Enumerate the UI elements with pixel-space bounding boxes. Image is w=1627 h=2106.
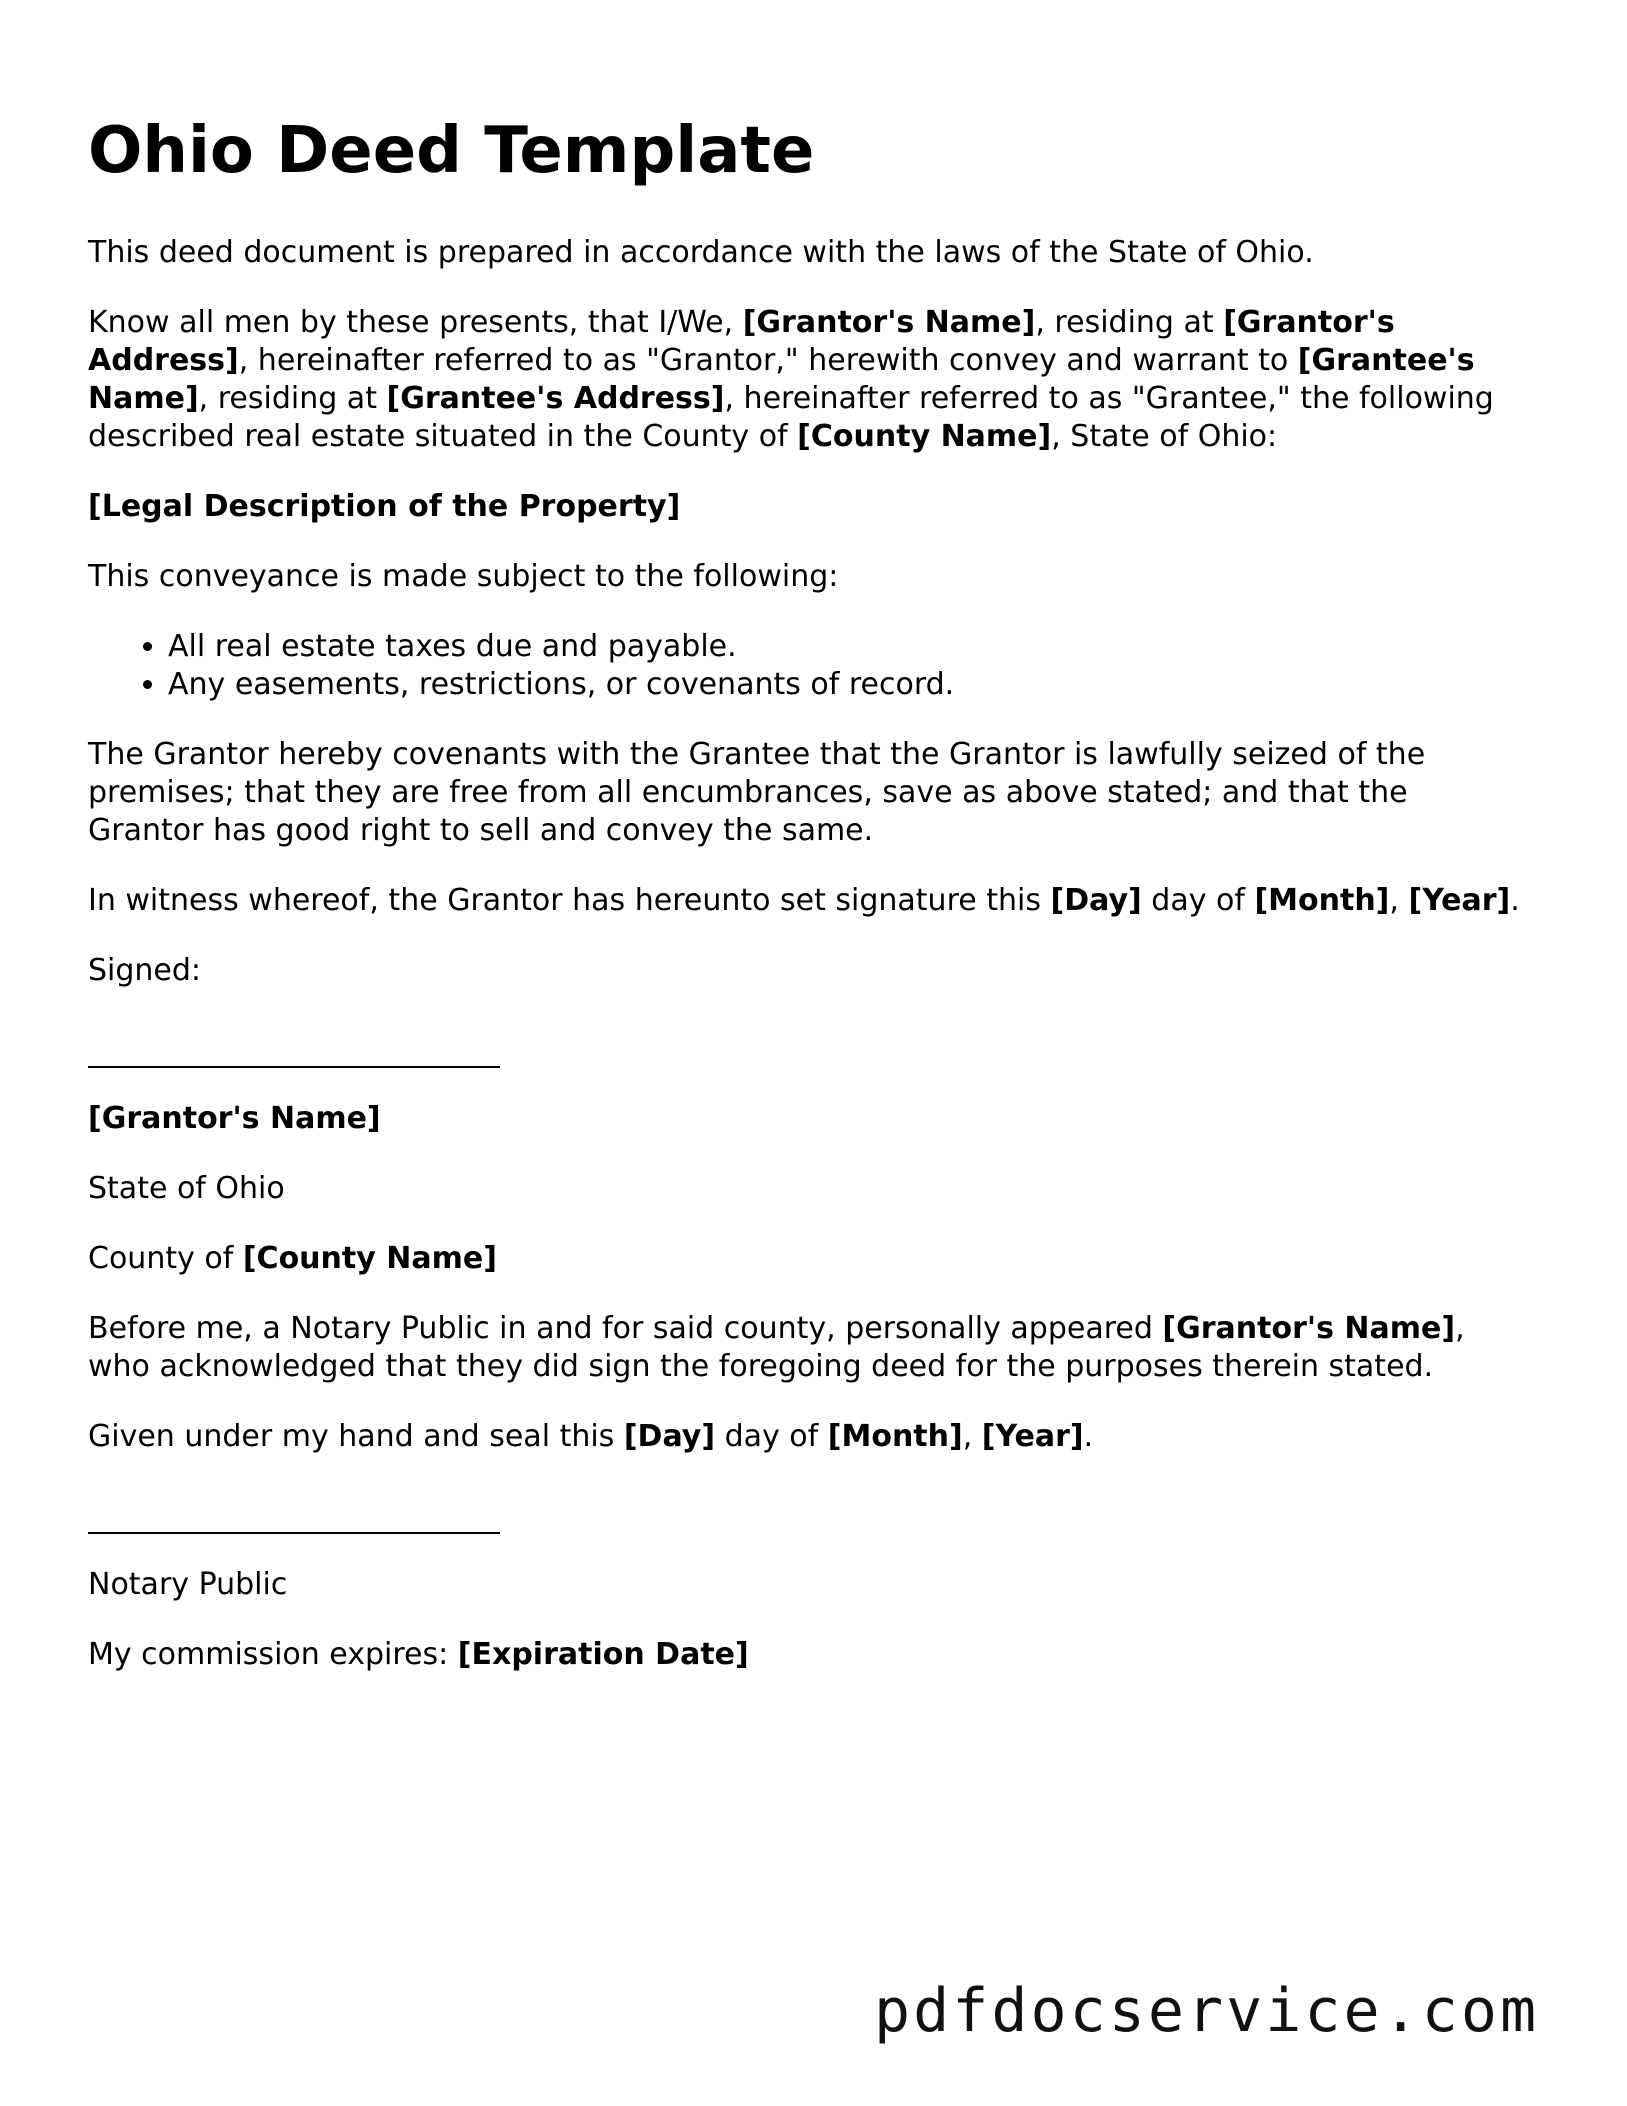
commission-line	[88, 1636, 1528, 1674]
county-label: County of	[88, 1241, 243, 1276]
grantor-name-placeholder: [Grantor's Name]	[1162, 1311, 1456, 1346]
given-text: ,	[962, 1419, 982, 1454]
county-name-placeholder: [County Name]	[242, 1241, 497, 1276]
subject-list	[88, 628, 1528, 704]
notary-signature-line	[88, 1492, 500, 1534]
list-item: • All real estate taxes due and payable.	[168, 628, 1528, 666]
county-name-placeholder: [County Name]	[797, 419, 1052, 454]
conveyance-text: , State of Ohio:	[1051, 419, 1278, 454]
grantor-signature-line	[88, 1026, 500, 1068]
witness-text: ,	[1389, 883, 1409, 918]
witness-text: .	[1510, 883, 1520, 918]
watermark: pdfdocservice.com	[874, 1976, 1540, 2046]
notary-label: Notary Public	[88, 1567, 288, 1602]
day-placeholder: [Day]	[1050, 883, 1142, 918]
given-text: day of	[715, 1419, 828, 1454]
witness-paragraph	[88, 882, 1528, 920]
grantee-name-placeholder: [Grantee's Name]	[88, 343, 1475, 416]
county-line	[88, 1240, 1528, 1278]
given-paragraph	[88, 1418, 1528, 1456]
ack-text: , who acknowledged that they did sign the foregoing deed for the purposes therein stated.	[88, 1311, 1465, 1384]
deed-document	[88, 108, 1528, 1706]
conveyance-text: , residing at	[1035, 305, 1224, 340]
notary-acknowledgment	[88, 1310, 1528, 1386]
witness-text: day of	[1141, 883, 1255, 918]
commission-label: My commission expires:	[88, 1637, 458, 1672]
state-line: State of Ohio	[88, 1171, 285, 1206]
given-text: Given under my hand and seal this	[88, 1419, 624, 1454]
day-placeholder: [Day]	[623, 1419, 716, 1454]
year-placeholder: [Year]	[1408, 883, 1511, 918]
grantee-address-placeholder: [Grantee's Address]	[386, 381, 725, 416]
conveyance-paragraph	[88, 304, 1528, 456]
witness-text: In witness whereof, the Grantor has hereunto set signature this	[88, 883, 1051, 918]
ack-text: Before me, a Notary Public in and for said county, personally appeared	[88, 1311, 1163, 1346]
grantor-address-placeholder: [Grantor's Address]	[88, 305, 1395, 378]
signed-label: Signed:	[88, 953, 202, 988]
subject-intro: This conveyance is made subject to the following:	[88, 559, 839, 594]
month-placeholder: [Month]	[827, 1419, 963, 1454]
signer-name	[88, 1100, 1528, 1138]
conveyance-text: , hereinafter referred to as "Grantee," the following described real estate situated in the County of	[88, 381, 1494, 454]
intro-paragraph: This deed document is prepared in accordance with the laws of the State of Ohio.	[88, 235, 1314, 270]
month-placeholder: [Month]	[1254, 883, 1390, 918]
conveyance-text: Know all men by these presents, that I/We,	[88, 305, 743, 340]
legal-description-text: [Legal Description of the Property]	[88, 489, 681, 524]
year-placeholder: [Year]	[981, 1419, 1084, 1454]
covenant-paragraph: The Grantor hereby covenants with the Grantee that the Grantor is lawfully seized of the premises; that they are free from all encumbrances, save as above stated; and that the Grantor has good right to sell and convey the same.	[88, 737, 1426, 848]
grantor-name-placeholder: [Grantor's Name]	[742, 305, 1036, 340]
document-title: Ohio Deed Template	[88, 114, 815, 188]
list-item: • Any easements, restrictions, or covenants of record.	[168, 666, 1528, 704]
signer-name-placeholder: [Grantor's Name]	[88, 1101, 381, 1136]
given-text: .	[1083, 1419, 1094, 1454]
legal-description-placeholder	[88, 488, 1528, 526]
expiration-date-placeholder: [Expiration Date]	[457, 1637, 749, 1672]
conveyance-text: , hereinafter referred to as "Grantor," herewith convey and warrant to	[238, 343, 1298, 378]
conveyance-text: , residing at	[198, 381, 387, 416]
